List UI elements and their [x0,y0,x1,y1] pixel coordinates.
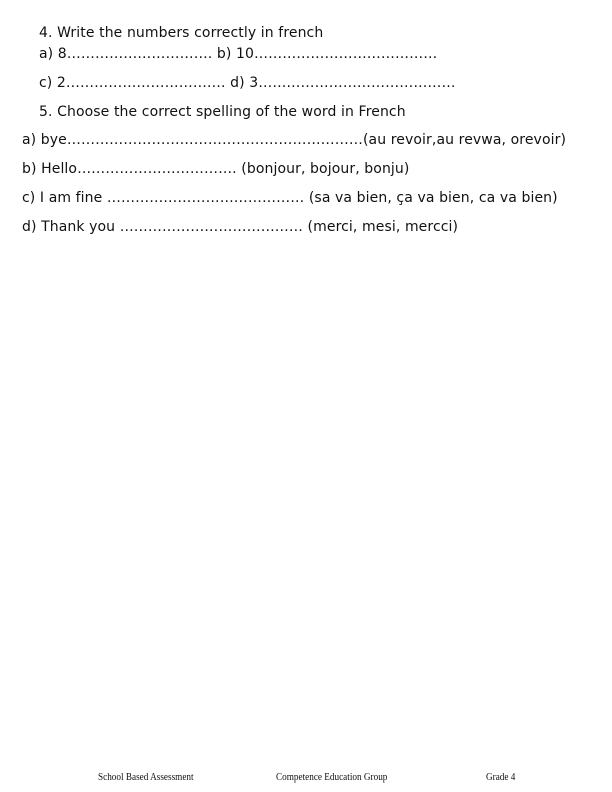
question-4-heading: 4. Write the numbers correctly in french [39,25,324,41]
footer-grade-label: Grade 4 [486,772,516,783]
question-5-item-a: a) bye………………………………………………………(au revoir,au revwa, orevoir) [22,132,567,148]
question-4-row-cd: c) 2……………………………. d) 3…………………………………… [39,75,456,91]
footer-assessment-label: School Based Assessment [98,772,194,783]
question-5-item-b: b) Hello……………………………. (bonjour, bojour, bonju) [22,161,410,177]
question-5-heading: 5. Choose the correct spelling of the word in French [39,104,406,120]
footer-organization-label: Competence Education Group [276,772,388,783]
question-4-row-ab: a) 8…………………………. b) 10………………………………… [39,46,438,62]
question-5-item-d: d) Thank you ………………………………… (merci, mesi, mercci) [22,219,459,235]
question-5-item-c: c) I am fine …………………………………… (sa va bien, ça va bien, ca va bien) [22,190,558,206]
